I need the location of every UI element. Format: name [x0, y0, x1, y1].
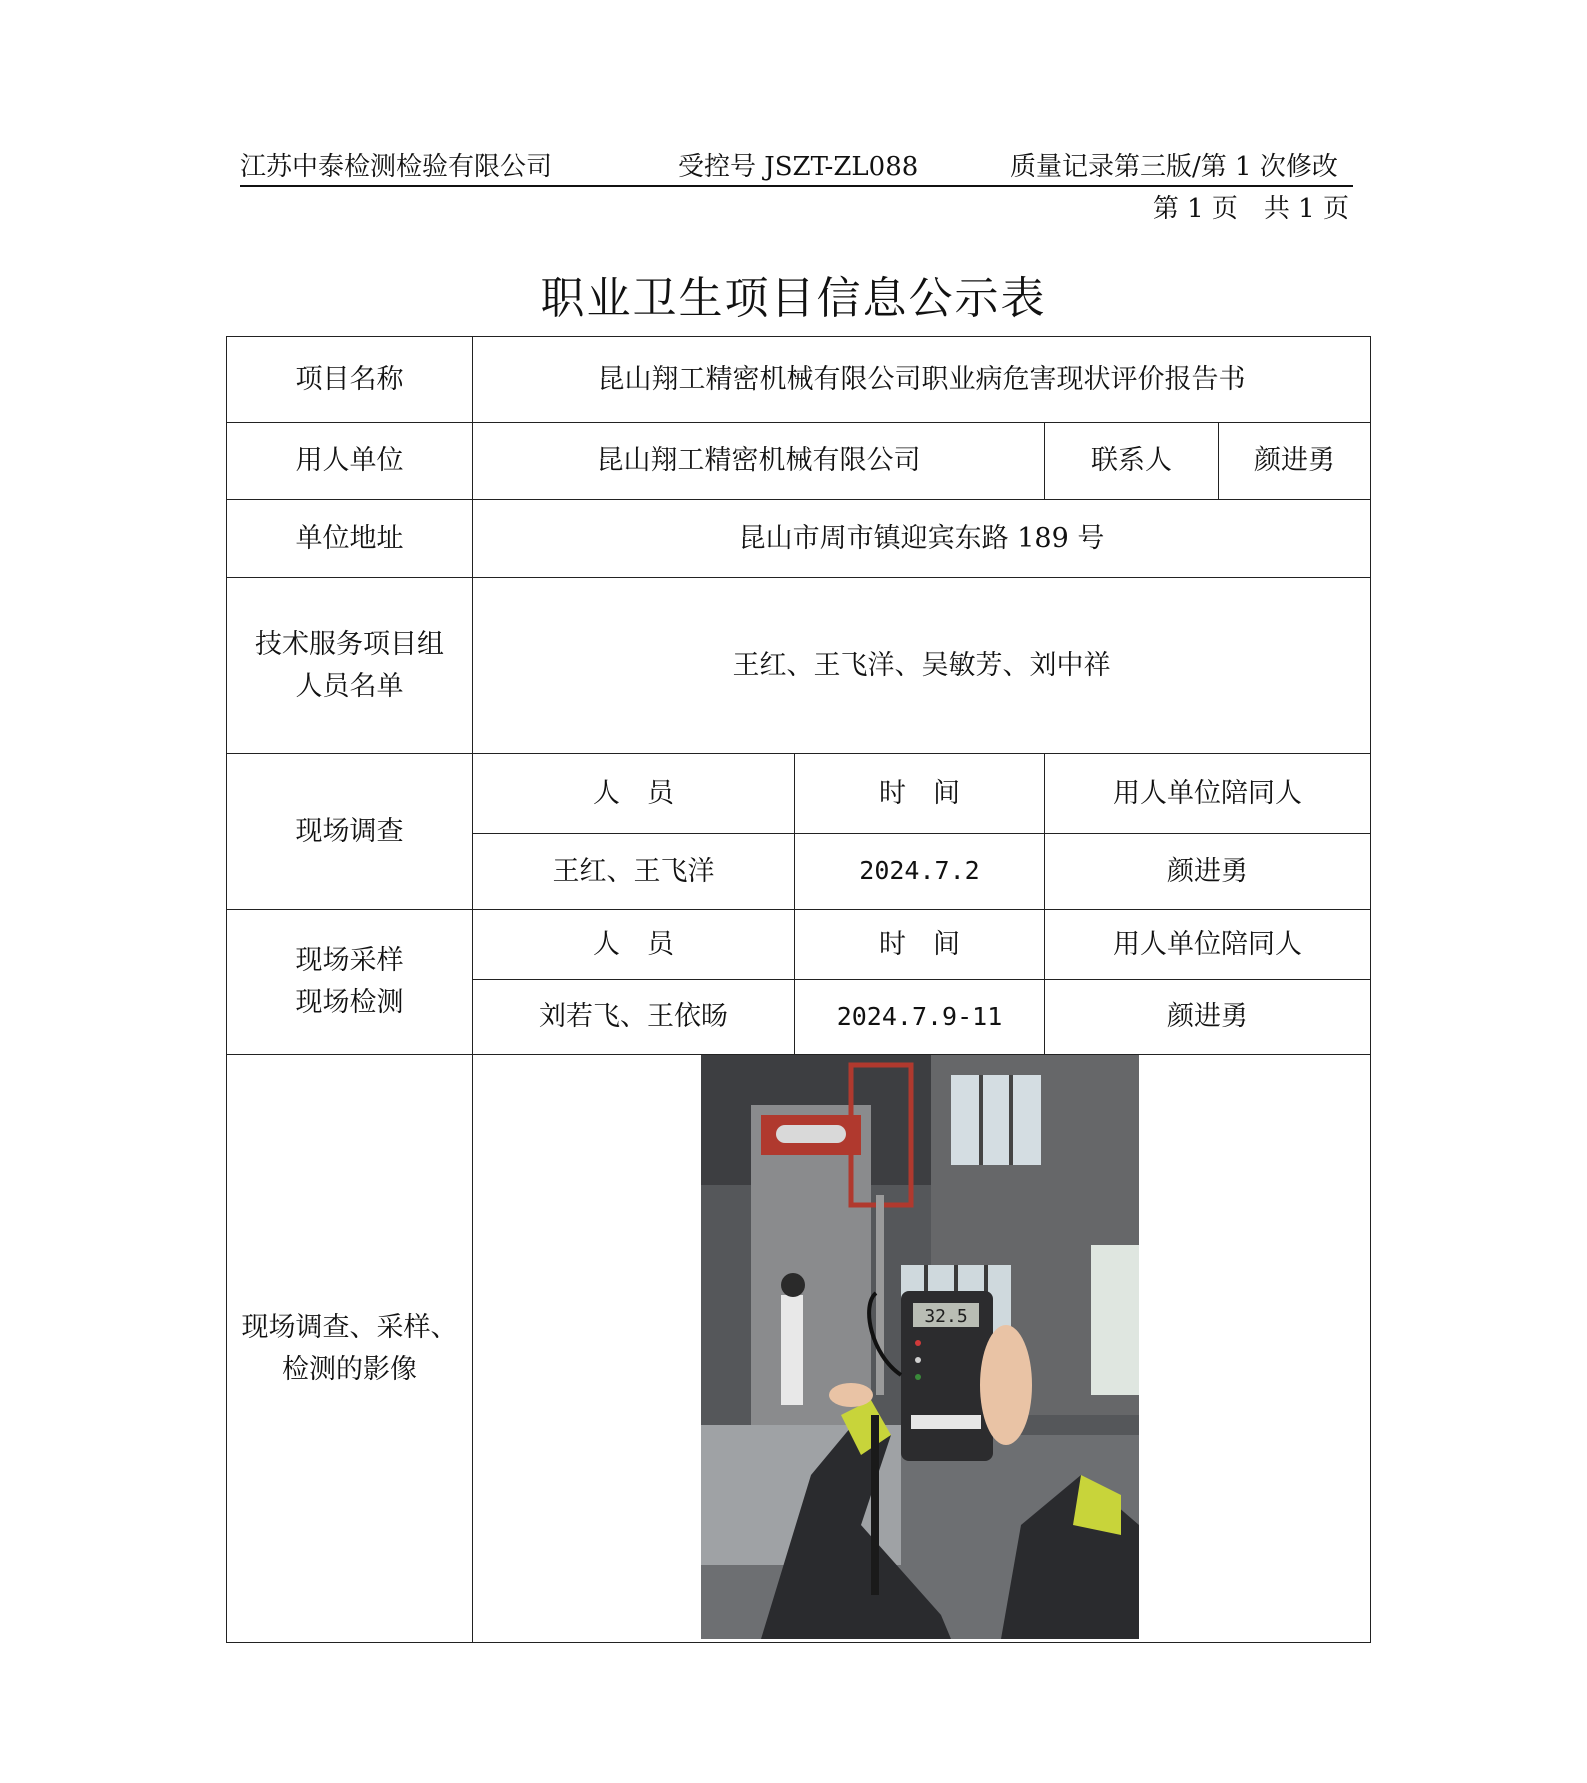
- survey-col-time: 时 间: [795, 754, 1045, 834]
- sampling-personnel: 刘若飞、王依旸: [473, 980, 795, 1055]
- header-control-number: 受控号 JSZT-ZL088: [678, 152, 919, 182]
- sampling-col-personnel: 人 员: [473, 910, 795, 980]
- survey-personnel: 王红、王飞洋: [473, 834, 795, 910]
- sampling-col-time: 时 间: [795, 910, 1045, 980]
- row-project-name: [227, 337, 1371, 423]
- sampling-time: 2024.7.9-11: [795, 980, 1045, 1055]
- project-name-label: 项目名称: [227, 337, 473, 423]
- employer-value: 昆山翔工精密机械有限公司: [473, 423, 1045, 500]
- survey-col-personnel: 人 员: [473, 754, 795, 834]
- header-version: 质量记录第三版/第 1 次修改: [1010, 152, 1338, 182]
- sampling-label-line1: 现场采样: [295, 945, 404, 977]
- row-employer: [227, 423, 1371, 500]
- sampling-label: [227, 910, 473, 1055]
- team-label-line2: 人员名单: [295, 670, 404, 702]
- document-title: 职业卫生项目信息公示表: [540, 273, 1047, 324]
- header-company: 江苏中泰检测检验有限公司: [240, 152, 553, 182]
- field-measurement-photo: [701, 1055, 1139, 1639]
- row-team: [227, 578, 1371, 754]
- team-value: 王红、王飞洋、吴敏芳、刘中祥: [473, 578, 1371, 754]
- team-label-line1: 技术服务项目组: [255, 628, 444, 660]
- employer-label: 用人单位: [227, 423, 473, 500]
- sampling-label-line2: 现场检测: [295, 987, 404, 1018]
- header-rule: [240, 185, 1353, 187]
- survey-accompany: 颜进勇: [1045, 834, 1371, 910]
- row-sampling-header: [227, 910, 1371, 980]
- survey-label: 现场调查: [227, 754, 473, 910]
- team-label: [227, 578, 473, 754]
- survey-col-accompany: 用人单位陪同人: [1045, 754, 1371, 834]
- contact-value: 颜进勇: [1219, 423, 1371, 500]
- row-images: [227, 1055, 1371, 1643]
- image-label-line1: 现场调查、采样、: [241, 1311, 458, 1343]
- info-table: [226, 336, 1371, 1643]
- survey-time: 2024.7.2: [795, 834, 1045, 910]
- image-label: [227, 1055, 473, 1643]
- sampling-accompany: 颜进勇: [1045, 980, 1371, 1055]
- sampling-col-accompany: 用人单位陪同人: [1045, 910, 1371, 980]
- project-name-value: 昆山翔工精密机械有限公司职业病危害现状评价报告书: [473, 337, 1371, 423]
- row-survey-header: [227, 754, 1371, 834]
- address-value: 昆山市周市镇迎宾东路 189 号: [473, 500, 1371, 578]
- image-cell: [473, 1055, 1371, 1643]
- contact-label: 联系人: [1045, 423, 1219, 500]
- address-label: 单位地址: [227, 500, 473, 578]
- header-page-number: 第 1 页 共 1 页: [1152, 194, 1349, 224]
- row-address: [227, 500, 1371, 578]
- meter-reading: 32.5: [924, 1306, 968, 1327]
- image-label-line2: 检测的影像: [282, 1353, 417, 1385]
